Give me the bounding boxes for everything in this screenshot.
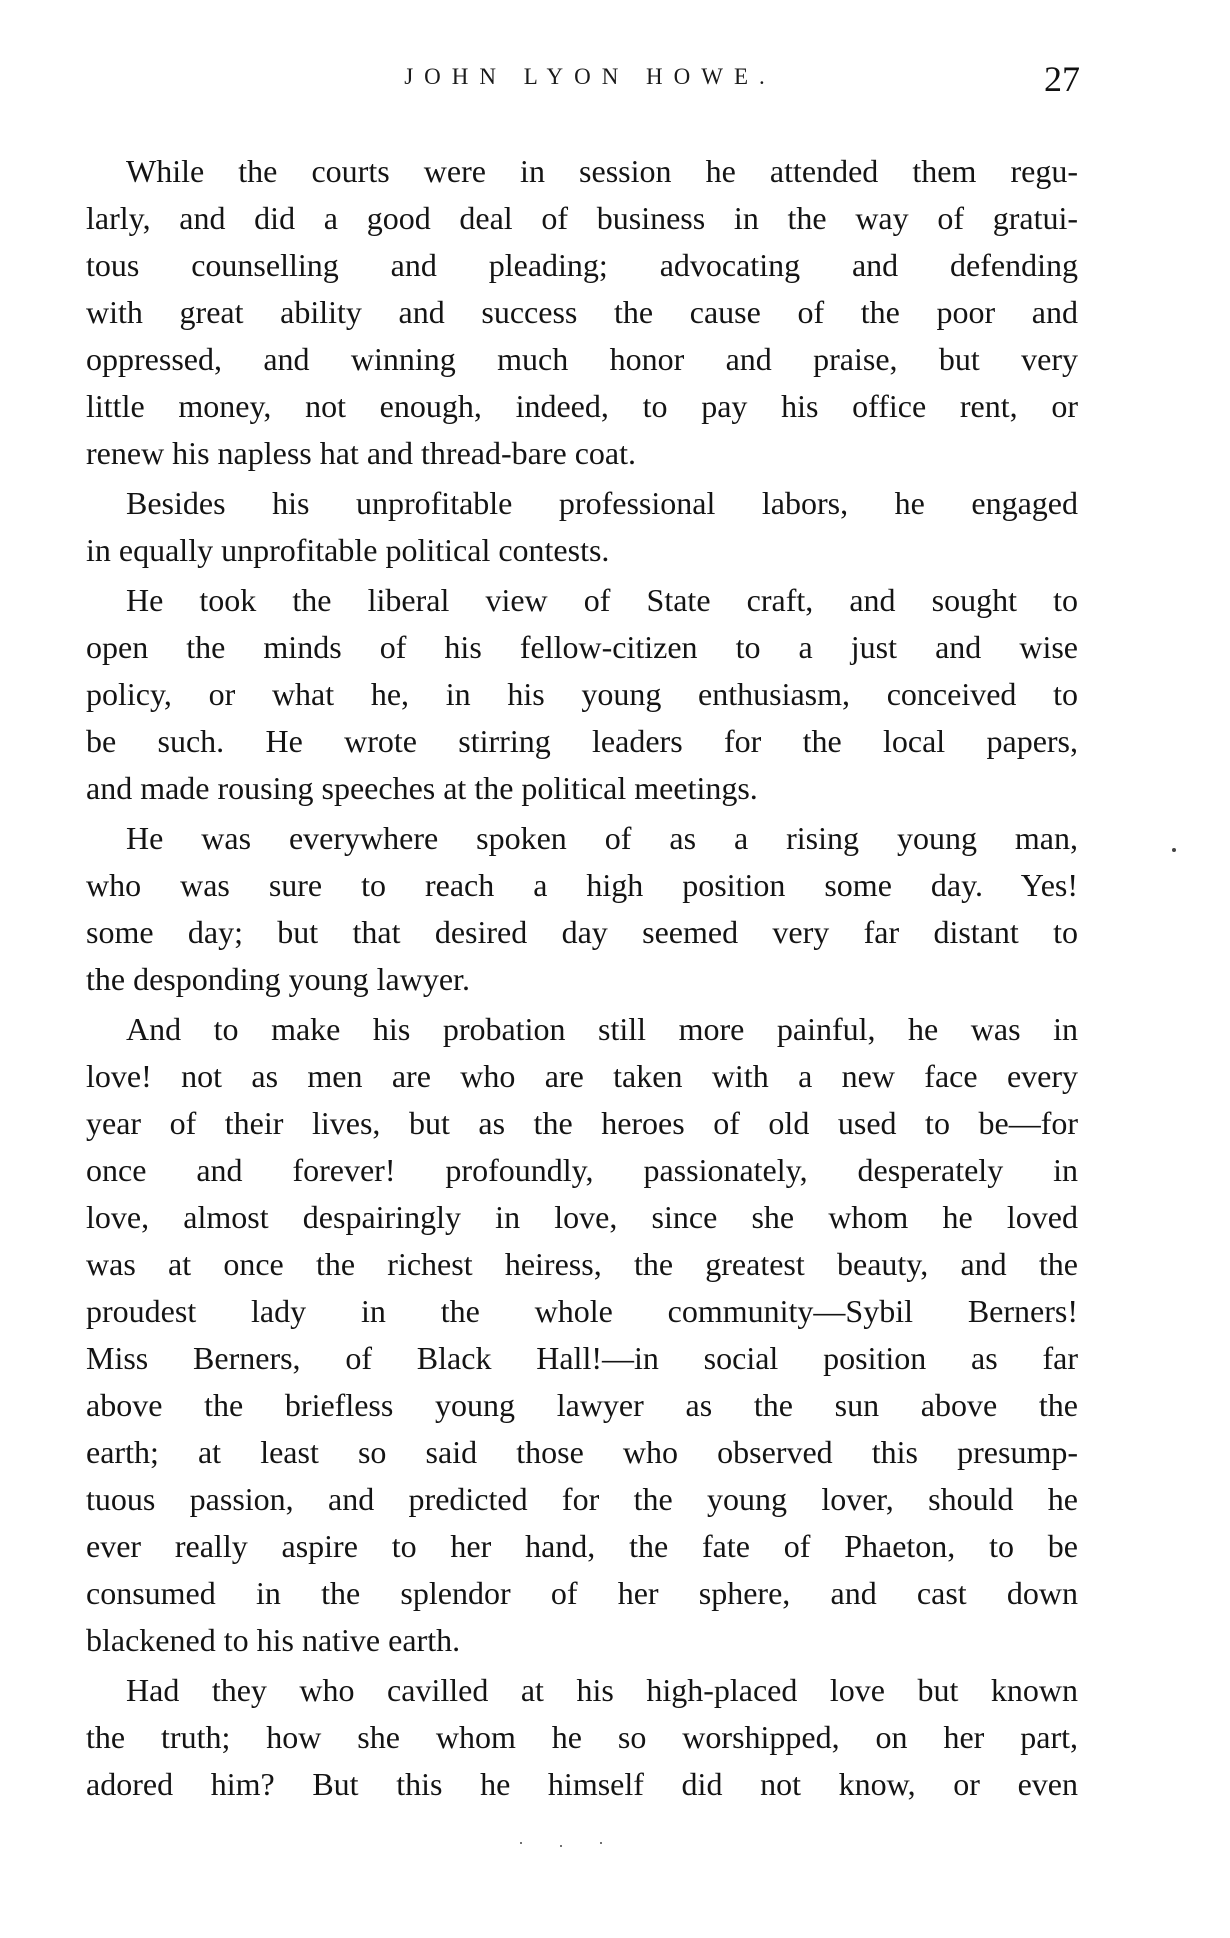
text-line: open the minds of his fellow-citizen to a just and wise xyxy=(86,629,1078,665)
text-line: He took the liberal view of State craft, and sought to xyxy=(126,582,1078,618)
text-line: Besides his unprofitable professional labors, he engaged xyxy=(126,485,1078,521)
ink-speck xyxy=(1172,848,1176,852)
text-line: and made rousing speeches at the political meetings. xyxy=(86,770,758,806)
text-line: And to make his probation still more painful, he was in xyxy=(126,1011,1078,1047)
ink-speck xyxy=(560,1845,562,1847)
paragraph-1 xyxy=(86,148,1078,477)
text-line: was at once the richest heiress, the greatest beauty, and the xyxy=(86,1246,1078,1282)
text-line: love! not as men are who are taken with a new face every xyxy=(86,1058,1078,1094)
ink-speck xyxy=(600,1842,602,1844)
text-line: policy, or what he, in his young enthusiasm, conceived to xyxy=(86,676,1078,712)
text-line: little money, not enough, indeed, to pay his office rent, or xyxy=(86,388,1078,424)
text-line: blackened to his native earth. xyxy=(86,1622,461,1658)
running-head: JOHN LYON HOWE. xyxy=(404,64,776,89)
text-line: Miss Berners, of Black Hall!—in social position as far xyxy=(86,1340,1078,1376)
text-line: the desponding young lawyer. xyxy=(86,961,470,997)
text-line: He was everywhere spoken of as a rising young man, xyxy=(126,820,1078,856)
text-line: While the courts were in session he attended them regu- xyxy=(126,153,1078,189)
text-line: once and forever! profoundly, passionately, desperately in xyxy=(86,1152,1078,1188)
text-line: renew his napless hat and thread-bare coat. xyxy=(86,435,636,471)
text-line: consumed in the splendor of her sphere, and cast down xyxy=(86,1575,1078,1611)
text-line: year of their lives, but as the heroes of old used to be—for xyxy=(86,1105,1078,1141)
paragraph-5 xyxy=(86,1006,1078,1664)
page-number: 27 xyxy=(1044,59,1080,99)
text-line: be such. He wrote stirring leaders for the local papers, xyxy=(86,723,1078,759)
text-line: proudest lady in the whole community—Sybil Berners! xyxy=(86,1293,1078,1329)
body-text xyxy=(86,148,1078,1808)
text-line: tous counselling and pleading; advocating and defending xyxy=(86,247,1078,283)
text-line: some day; but that desired day seemed very far distant to xyxy=(86,914,1078,950)
text-line: in equally unprofitable political contests. xyxy=(86,532,610,568)
text-line: above the briefless young lawyer as the sun above the xyxy=(86,1387,1078,1423)
paragraph-6 xyxy=(86,1667,1078,1808)
text-line: Had they who cavilled at his high-placed love but known xyxy=(126,1672,1078,1708)
ink-speck xyxy=(520,1842,522,1844)
paragraph-3 xyxy=(86,577,1078,812)
paragraph-4 xyxy=(86,815,1078,1003)
text-line: adored him? But this he himself did not know, or even xyxy=(86,1766,1078,1802)
text-line: oppressed, and winning much honor and praise, but very xyxy=(86,341,1078,377)
text-line: tuous passion, and predicted for the young lover, should he xyxy=(86,1481,1078,1517)
text-line: love, almost despairingly in love, since she whom he loved xyxy=(86,1199,1078,1235)
text-line: the truth; how she whom he so worshipped, on her part, xyxy=(86,1719,1078,1755)
text-line: with great ability and success the cause of the poor and xyxy=(86,294,1078,330)
text-line: earth; at least so said those who observed this presump- xyxy=(86,1434,1078,1470)
paragraph-2 xyxy=(86,480,1078,574)
text-line: who was sure to reach a high position some day. Yes! xyxy=(86,867,1078,903)
text-line: larly, and did a good deal of business in the way of gratui- xyxy=(86,200,1078,236)
text-line: ever really aspire to her hand, the fate of Phaeton, to be xyxy=(86,1528,1078,1564)
